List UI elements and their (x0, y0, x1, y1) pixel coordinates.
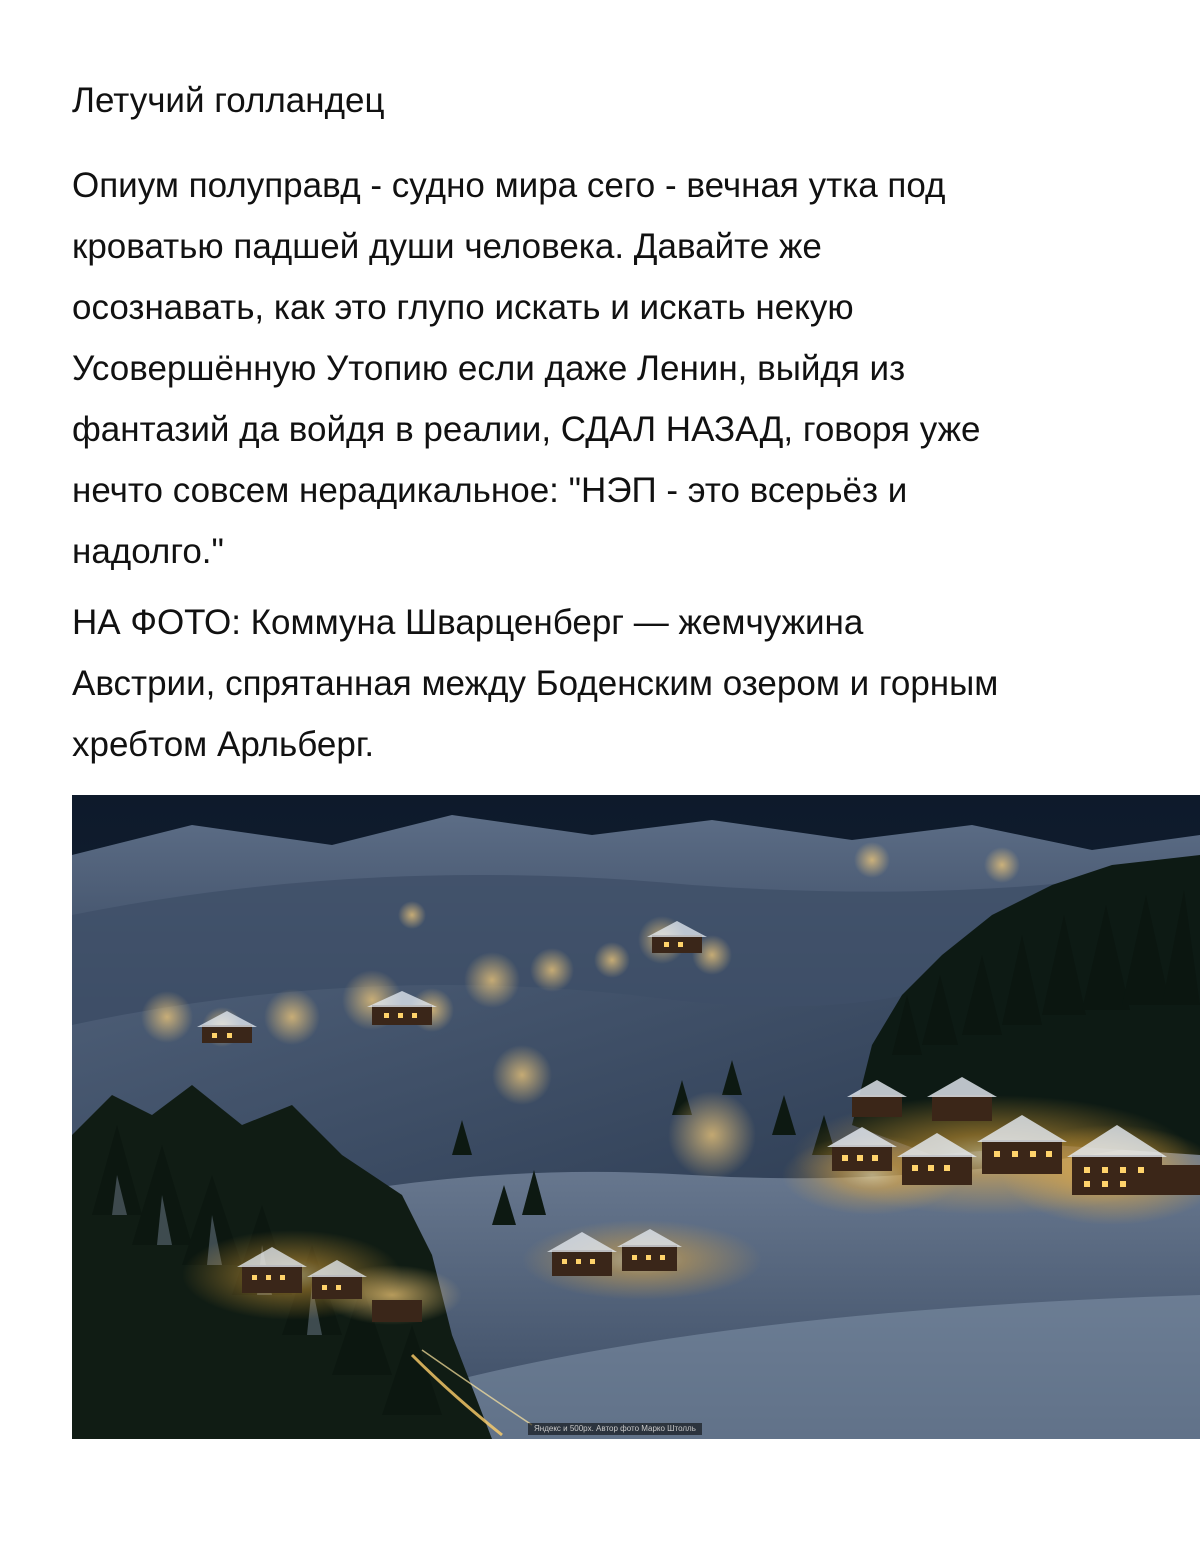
paragraph-photo-caption (72, 592, 998, 775)
paragraph-line: кроватью падшей души человека. Давайте же (72, 227, 822, 266)
paragraph-line: нечто совсем нерадикальное: "НЭП - это всерьёз и (72, 471, 908, 510)
caption-line: Австрии, спрятанная между Боденским озером и горным (72, 664, 999, 703)
document-title: Летучий голландец (72, 81, 385, 120)
village-night-photo (72, 795, 1200, 1439)
paragraph-opium (72, 155, 980, 582)
paragraph-line: фантазий да войдя в реалии, СДАЛ НАЗАД, говоря уже (72, 410, 981, 449)
caption-line: хребтом Арльберг. (72, 725, 375, 764)
photo-illustration (72, 795, 1200, 1439)
caption-line: НА ФОТО: Коммуна Шварценберг — жемчужина (72, 603, 864, 642)
paragraph-line: Опиум полуправд - судно мира сего - вечная утка под (72, 166, 946, 205)
paragraph-line: надолго." (72, 532, 224, 571)
paragraph-line: осознавать, как это глупо искать и искать некую (72, 288, 854, 327)
photo-credit: Яндекс и 500px. Автор фото Марко Штолль (528, 1423, 702, 1435)
paragraph-line: Усовершённую Утопию если даже Ленин, выйдя из (72, 349, 906, 388)
